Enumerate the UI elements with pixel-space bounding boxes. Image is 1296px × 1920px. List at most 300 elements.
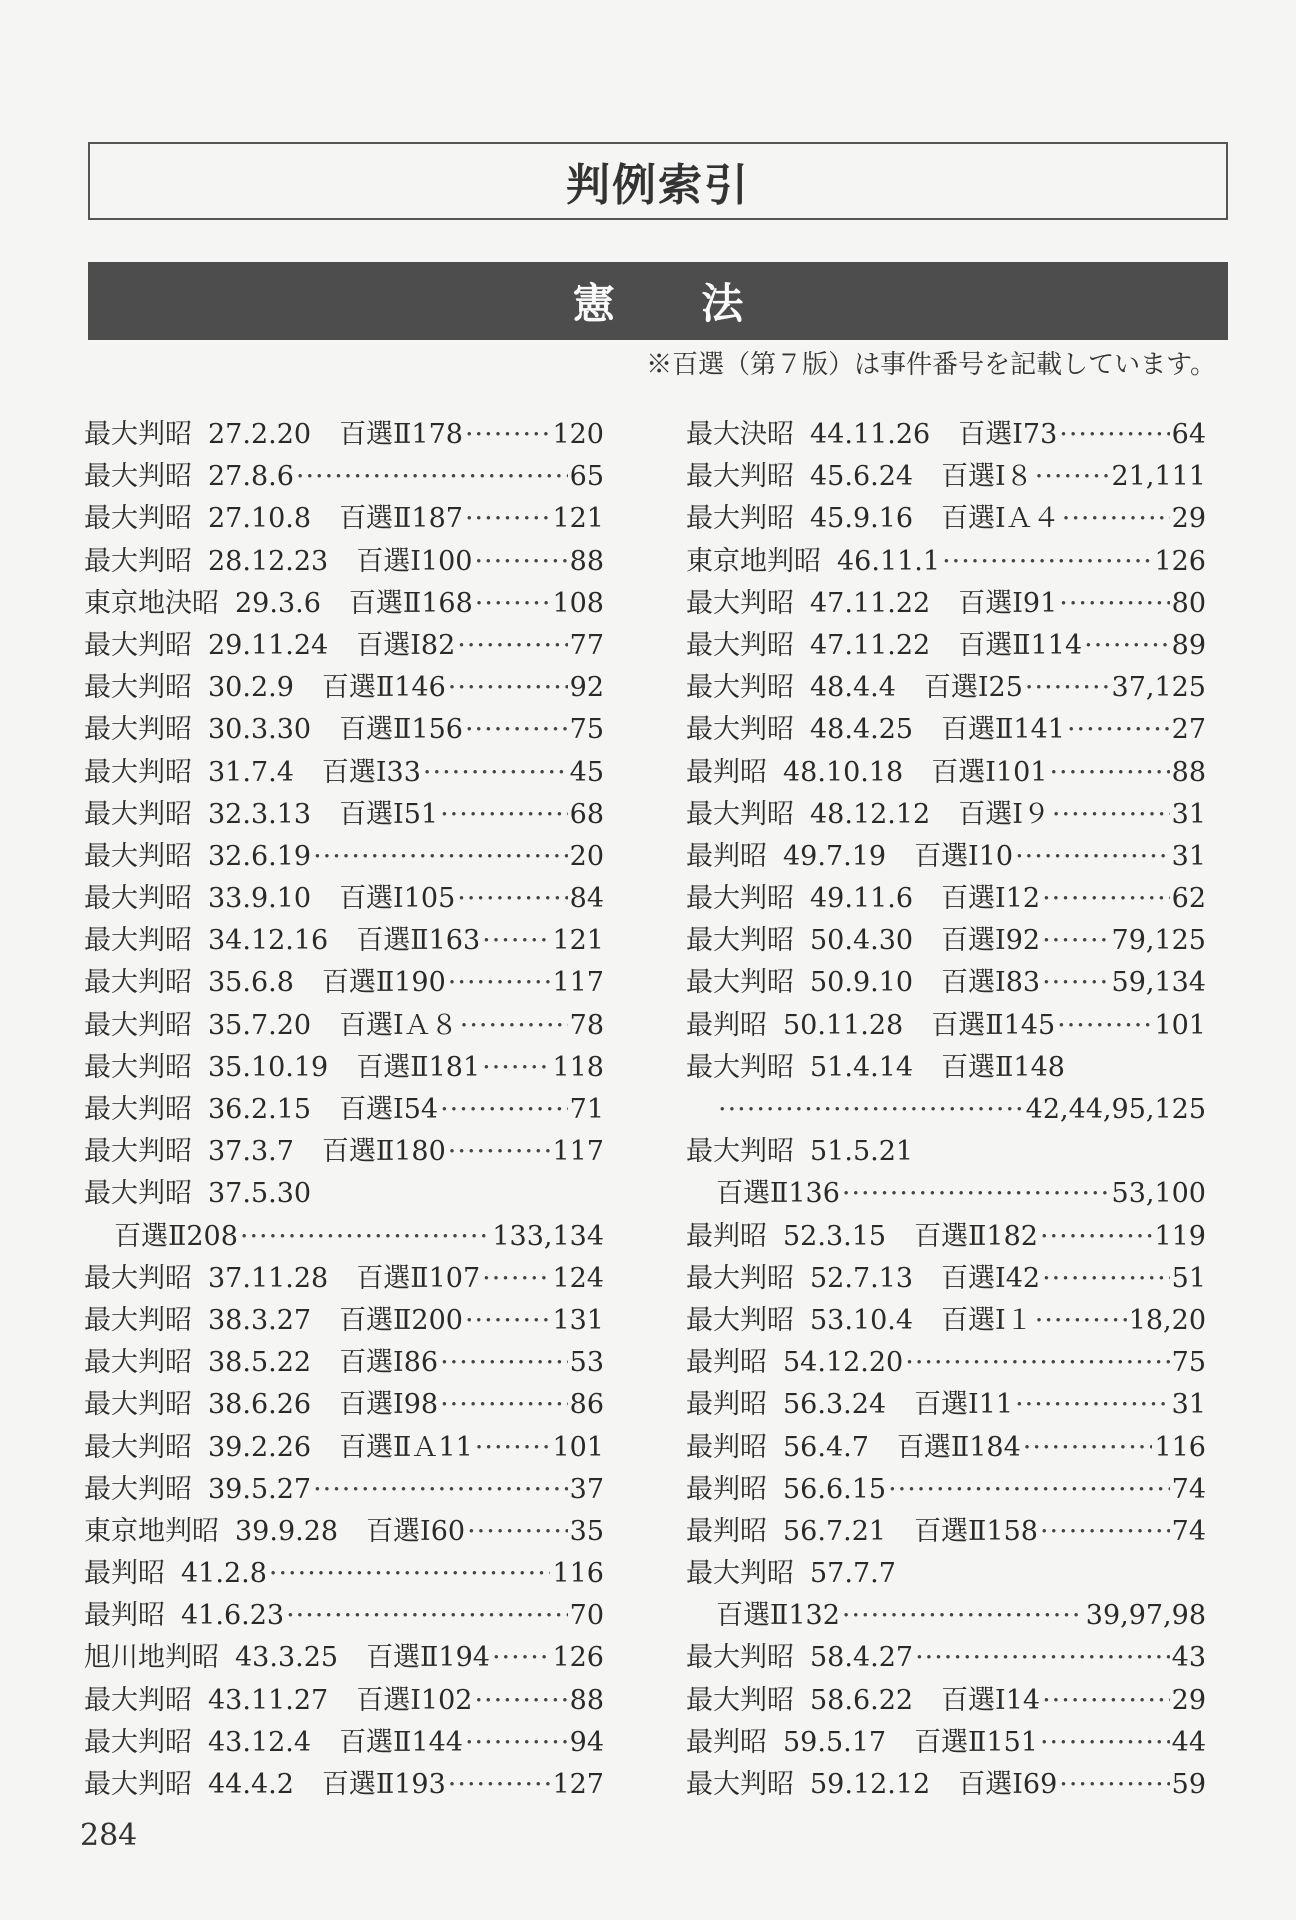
case-reference: 百選Ⅱ145 (931, 1009, 1056, 1041)
leader-dots (286, 1595, 568, 1637)
case-entry (686, 583, 1206, 625)
case-page-ref: 37,125 (1111, 672, 1206, 704)
case-court: 最大判昭 (686, 883, 794, 915)
case-reference: 百選Ⅱ181 (356, 1051, 481, 1083)
leader-dots (465, 709, 568, 751)
case-court: 最大判昭 (686, 1136, 794, 1168)
leader-dots (1059, 1764, 1169, 1806)
case-court: 最判昭 (84, 1600, 165, 1632)
case-entry (84, 414, 604, 456)
case-date: 51.4.14 (810, 1051, 914, 1083)
case-index-left-column (84, 414, 604, 1806)
case-entry (686, 667, 1206, 709)
case-entry (84, 878, 604, 920)
case-court: 最大判昭 (84, 798, 192, 830)
case-reference: 百選Ⅰ98 (339, 1389, 439, 1421)
case-entry (686, 709, 1206, 751)
leader-dots (1015, 836, 1170, 878)
leader-dots (448, 962, 551, 1004)
case-court: 最大判昭 (84, 1051, 192, 1083)
case-date: 56.3.24 (783, 1389, 887, 1421)
case-page-ref: 101 (1154, 1009, 1206, 1041)
case-date: 41.6.23 (181, 1600, 285, 1632)
case-entry (686, 1722, 1206, 1764)
case-page-ref: 116 (552, 1558, 604, 1590)
case-entry (686, 1764, 1206, 1806)
case-court: 最判昭 (686, 1220, 767, 1252)
case-reference: 百選Ⅱ158 (914, 1515, 1038, 1547)
leader-dots (1062, 498, 1170, 540)
case-date: 30.2.9 (208, 672, 294, 704)
case-date: 27.10.8 (208, 503, 312, 535)
case-entry (84, 1553, 604, 1595)
case-page-ref: 21,111 (1111, 461, 1206, 493)
case-reference: 百選Ⅱ163 (356, 925, 481, 957)
case-date: 39.9.28 (235, 1515, 339, 1547)
case-entry (686, 1258, 1206, 1300)
case-entry (686, 962, 1206, 1004)
case-court: 最判昭 (686, 756, 767, 788)
case-court: 最大判昭 (84, 503, 192, 535)
case-date: 41.2.8 (181, 1558, 267, 1590)
case-page-ref: 51 (1171, 1262, 1206, 1294)
case-date: 48.4.4 (810, 672, 896, 704)
case-court: 最大判昭 (84, 1304, 192, 1336)
case-page-ref: 29 (1171, 503, 1206, 535)
case-reference: 百選Ⅰ105 (339, 883, 456, 915)
case-page-ref: 88 (1171, 756, 1206, 788)
case-entry (84, 794, 604, 836)
case-page-ref: 89 (1171, 629, 1206, 661)
case-entry (84, 1131, 604, 1173)
case-page-ref: 29 (1171, 1684, 1206, 1716)
case-date: 32.3.13 (208, 798, 312, 830)
case-entry (84, 1427, 604, 1469)
leader-dots (1059, 583, 1169, 625)
case-date: 57.7.7 (810, 1558, 896, 1590)
case-reference: 百選Ⅰ９ (958, 798, 1050, 830)
leader-dots (475, 583, 551, 625)
case-court: 最大判昭 (84, 1136, 192, 1168)
leader-dots (465, 414, 551, 456)
case-court: 最大判昭 (84, 1009, 192, 1041)
case-court: 最大判昭 (84, 1769, 192, 1800)
case-reference: 百選Ⅰ60 (366, 1515, 466, 1547)
case-court: 最大判昭 (84, 1726, 192, 1758)
case-entry (84, 1384, 604, 1426)
case-entry (84, 1637, 604, 1679)
leader-dots (440, 794, 568, 836)
leader-dots (482, 920, 550, 962)
case-entry (84, 1722, 604, 1764)
leader-dots (465, 1722, 568, 1764)
case-page-ref: 43 (1171, 1642, 1206, 1674)
case-entry (686, 1469, 1206, 1511)
case-page-ref: 117 (552, 1136, 604, 1168)
case-date: 44.4.2 (208, 1769, 294, 1800)
case-entry (686, 541, 1206, 583)
case-date: 51.5.21 (810, 1136, 914, 1168)
case-court: 最判昭 (686, 1347, 767, 1379)
case-entry (686, 1595, 1206, 1637)
case-reference: 百選Ⅱ180 (321, 1136, 446, 1168)
leader-dots (492, 1637, 551, 1679)
leader-dots (1025, 667, 1110, 709)
case-reference: 百選Ⅰ51 (339, 798, 439, 830)
case-reference: 百選Ⅰ91 (958, 587, 1058, 619)
case-reference: 百選Ⅱ144 (339, 1726, 463, 1758)
case-entry (686, 1089, 1206, 1131)
case-page-ref: 127 (552, 1769, 604, 1800)
case-court: 最大判昭 (686, 1304, 794, 1336)
case-court: 東京地判昭 (84, 1515, 219, 1547)
case-page-ref: 108 (552, 587, 604, 619)
case-entry (84, 1216, 604, 1258)
case-reference: 百選Ⅱ148 (941, 1051, 1065, 1083)
case-court: 最判昭 (686, 1515, 767, 1547)
case-date: 52.7.13 (810, 1262, 914, 1294)
case-date: 29.3.6 (235, 587, 321, 619)
case-reference: 百選Ⅰ83 (941, 967, 1041, 999)
case-page-ref: 121 (552, 925, 604, 957)
case-court: 最大判昭 (686, 629, 794, 661)
case-page-ref: 79,125 (1111, 925, 1206, 957)
case-date: 43.3.25 (235, 1642, 339, 1674)
leader-dots (942, 541, 1152, 583)
case-reference: 百選Ⅰ92 (941, 925, 1041, 957)
case-reference: 百選ⅠＡ８ (339, 1009, 458, 1041)
case-date: 46.11.1 (837, 545, 941, 577)
case-date: 50.9.10 (810, 967, 914, 999)
case-page-ref: 116 (1154, 1431, 1206, 1463)
case-date: 56.6.15 (783, 1473, 887, 1505)
case-court: 最大判昭 (686, 1262, 794, 1294)
case-date: 39.2.26 (208, 1431, 312, 1463)
case-reference: 百選Ⅰ25 (923, 672, 1023, 704)
case-entry (686, 456, 1206, 498)
case-court: 最大判昭 (84, 1178, 192, 1210)
case-court: 最判昭 (686, 840, 767, 872)
case-court: 最大判昭 (686, 503, 794, 535)
case-page-ref: 42,44,95,125 (1025, 1094, 1206, 1125)
case-page-ref: 118 (552, 1051, 604, 1083)
case-reference: 百選Ⅱ136 (716, 1178, 840, 1210)
case-court: 最大判昭 (686, 1051, 794, 1083)
case-page-ref: 64 (1171, 419, 1206, 450)
case-entry (686, 920, 1206, 962)
case-court: 最大判昭 (84, 1473, 192, 1505)
case-date: 49.11.6 (810, 883, 914, 915)
case-reference: 百選Ⅱ193 (321, 1769, 446, 1800)
case-reference: 百選Ⅰ33 (321, 756, 421, 788)
case-court: 最判昭 (84, 1558, 165, 1590)
case-page-ref: 27 (1171, 714, 1206, 746)
case-date: 52.3.15 (783, 1220, 887, 1252)
case-entry (84, 836, 604, 878)
case-page-ref: 74 (1171, 1473, 1206, 1505)
case-date: 56.4.7 (783, 1431, 869, 1463)
leader-dots (269, 1553, 551, 1595)
leader-dots (440, 1089, 568, 1131)
case-date: 31.7.4 (208, 756, 294, 788)
case-entry (84, 667, 604, 709)
case-court: 最大判昭 (686, 672, 794, 704)
case-court: 最判昭 (686, 1431, 767, 1463)
case-page-ref: 80 (1171, 587, 1206, 619)
case-page-ref: 71 (569, 1094, 604, 1125)
case-entry (686, 1216, 1206, 1258)
case-reference: 百選Ⅱ182 (914, 1220, 1038, 1252)
leader-dots (296, 456, 568, 498)
case-page-ref: 117 (552, 967, 604, 999)
case-page-ref: 68 (569, 798, 604, 830)
case-reference: 百選Ⅰ42 (941, 1262, 1041, 1294)
case-reference: 百選Ⅱ200 (339, 1304, 463, 1336)
case-page-ref: 59 (1171, 1769, 1206, 1800)
case-court: 最大判昭 (84, 419, 192, 450)
case-date: 47.11.22 (810, 587, 931, 619)
leader-dots (482, 1258, 550, 1300)
case-page-ref: 86 (569, 1389, 604, 1421)
case-entry (84, 752, 604, 794)
case-entry (686, 1005, 1206, 1047)
case-entry (84, 1300, 604, 1342)
case-reference: 百選Ⅱ178 (339, 419, 463, 450)
case-entry (84, 1764, 604, 1806)
case-date: 30.3.30 (208, 714, 312, 746)
case-reference: 百選Ⅰ８ (941, 461, 1033, 493)
case-page-ref: 59,134 (1111, 967, 1206, 999)
case-page-ref: 31 (1171, 1389, 1206, 1421)
case-court: 最大判昭 (84, 1389, 192, 1421)
case-entry (686, 1131, 1206, 1173)
case-date: 59.5.17 (783, 1726, 887, 1758)
leader-dots (1049, 752, 1169, 794)
leader-dots (465, 498, 551, 540)
case-reference: 百選Ⅱ107 (356, 1262, 481, 1294)
leader-dots (915, 1637, 1170, 1679)
case-page-ref: 31 (1171, 840, 1206, 872)
case-court: 最大判昭 (84, 756, 192, 788)
case-date: 32.6.19 (208, 840, 312, 872)
case-page-ref: 126 (552, 1642, 604, 1674)
case-court: 最大判昭 (84, 672, 192, 704)
case-reference: 百選Ⅰ102 (356, 1684, 473, 1716)
case-court: 最大判昭 (84, 840, 192, 872)
leader-dots (842, 1595, 1084, 1637)
case-reference: 百選Ⅰ73 (958, 419, 1058, 450)
case-entry (686, 1173, 1206, 1215)
case-page-ref: 120 (552, 419, 604, 450)
case-court: 最大判昭 (686, 461, 794, 493)
case-court: 最大判昭 (84, 714, 192, 746)
case-reference: 百選Ⅱ146 (321, 672, 446, 704)
leader-dots (1040, 1511, 1170, 1553)
case-entry (84, 1342, 604, 1384)
case-entry (84, 1089, 604, 1131)
case-entry (686, 1553, 1206, 1595)
case-court: 最大判昭 (84, 967, 192, 999)
case-entry (84, 1511, 604, 1553)
leader-dots (1040, 1216, 1153, 1258)
case-reference: 百選Ⅰ10 (914, 840, 1014, 872)
case-page-ref: 88 (569, 545, 604, 577)
leader-dots (1042, 920, 1109, 962)
case-entry (84, 920, 604, 962)
case-court: 最大判昭 (686, 1642, 794, 1674)
leader-dots (448, 1131, 551, 1173)
case-entry (84, 498, 604, 540)
case-date: 27.8.6 (208, 461, 294, 493)
case-date: 45.6.24 (810, 461, 914, 493)
leader-dots (1052, 794, 1170, 836)
case-date: 44.11.26 (810, 419, 931, 450)
case-court: 最大判昭 (686, 587, 794, 619)
case-entry (84, 1173, 604, 1215)
leader-dots (448, 667, 568, 709)
case-reference: 百選Ⅰ12 (941, 883, 1041, 915)
leader-dots (1040, 1722, 1170, 1764)
case-entry (84, 1047, 604, 1089)
case-court: 最大判昭 (84, 629, 192, 661)
leader-dots (842, 1173, 1110, 1215)
case-court: 最大判昭 (84, 461, 192, 493)
case-entry (686, 1384, 1206, 1426)
leader-dots (1042, 1680, 1170, 1722)
case-page-ref: 88 (569, 1684, 604, 1716)
case-reference: 百選Ⅱ184 (896, 1431, 1021, 1463)
case-page-ref: 124 (552, 1262, 604, 1294)
leader-dots (1035, 456, 1110, 498)
case-entry (84, 1595, 604, 1637)
case-court: 最判昭 (686, 1726, 767, 1758)
case-page-ref: 84 (569, 883, 604, 915)
case-date: 45.9.16 (810, 503, 914, 535)
case-page-ref: 121 (552, 503, 604, 535)
case-date: 48.10.18 (783, 756, 904, 788)
case-page-ref: 62 (1171, 883, 1206, 915)
case-court: 最大判昭 (84, 925, 192, 957)
case-reference: 百選Ⅱ208 (114, 1220, 238, 1252)
case-entry (84, 456, 604, 498)
case-reference: 百選Ⅰ69 (958, 1769, 1058, 1800)
case-date: 38.3.27 (208, 1304, 312, 1336)
case-date: 47.11.22 (810, 629, 931, 661)
case-date: 34.12.16 (208, 925, 329, 957)
case-date: 38.5.22 (208, 1347, 312, 1379)
case-entry (686, 794, 1206, 836)
case-page-ref: 37 (569, 1473, 604, 1505)
leader-dots (423, 752, 568, 794)
case-date: 37.11.28 (208, 1262, 329, 1294)
leader-dots (1042, 1258, 1170, 1300)
leader-dots (313, 1469, 568, 1511)
case-entry (84, 709, 604, 751)
leader-dots (718, 1089, 1024, 1131)
leader-dots (460, 1005, 568, 1047)
case-page-ref: 18,20 (1128, 1304, 1206, 1336)
case-reference: 百選Ⅱ187 (339, 503, 463, 535)
case-page-ref: 70 (569, 1600, 604, 1632)
case-entry (84, 1680, 604, 1722)
case-reference: 百選Ⅱ190 (321, 967, 446, 999)
case-date: 48.12.12 (810, 798, 931, 830)
case-date: 29.11.24 (208, 629, 329, 661)
case-entry (84, 1005, 604, 1047)
leader-dots (1023, 1427, 1153, 1469)
case-court: 旭川地判昭 (84, 1642, 219, 1674)
case-index-right-column (686, 414, 1206, 1806)
case-court: 最大判昭 (84, 1094, 192, 1125)
case-court: 最大判昭 (686, 925, 794, 957)
case-court: 最大判昭 (686, 1558, 794, 1590)
case-date: 49.7.19 (783, 840, 887, 872)
leader-dots (474, 541, 567, 583)
case-reference: 百選Ⅰ11 (914, 1389, 1014, 1421)
leader-dots (1035, 1300, 1127, 1342)
case-page-ref: 119 (1154, 1220, 1206, 1252)
case-date: 36.2.15 (208, 1094, 312, 1125)
leader-dots (440, 1384, 568, 1426)
leader-dots (313, 836, 568, 878)
case-court: 最判昭 (686, 1009, 767, 1041)
case-date: 39.5.27 (208, 1473, 312, 1505)
case-page-ref: 45 (569, 756, 604, 788)
case-court: 東京地判昭 (686, 545, 821, 577)
case-page-ref: 131 (552, 1304, 604, 1336)
leader-dots (475, 1427, 551, 1469)
case-court: 最大判昭 (84, 1347, 192, 1379)
leader-dots (465, 1300, 551, 1342)
leader-dots (440, 1342, 568, 1384)
leader-dots (1067, 709, 1170, 751)
case-reference: 百選Ⅱ114 (958, 629, 1083, 661)
case-page-ref: 75 (569, 714, 604, 746)
case-page-ref: 20 (569, 840, 604, 872)
case-entry (686, 1427, 1206, 1469)
case-page-ref: 75 (1171, 1347, 1206, 1379)
leader-dots (888, 1469, 1170, 1511)
case-date: 38.6.26 (208, 1389, 312, 1421)
case-date: 35.7.20 (208, 1009, 312, 1041)
case-date: 58.4.27 (810, 1642, 914, 1674)
case-court: 東京地決昭 (84, 587, 219, 619)
case-reference: 百選ⅠＡ４ (941, 503, 1060, 535)
leader-dots (1042, 878, 1170, 920)
case-court: 最大判昭 (686, 1684, 794, 1716)
index-title: 判例索引 (88, 142, 1228, 220)
case-court: 最大判昭 (84, 883, 192, 915)
case-page-ref: 101 (552, 1431, 604, 1463)
case-reference: 百選Ⅱ132 (716, 1600, 840, 1632)
case-court: 最判昭 (686, 1473, 767, 1505)
case-entry (686, 1637, 1206, 1679)
case-reference: 百選Ⅱ141 (941, 714, 1065, 746)
case-entry (686, 1047, 1206, 1089)
case-page-ref: 44 (1171, 1726, 1206, 1758)
case-reference: 百選ⅡＡ11 (339, 1431, 473, 1463)
case-entry (686, 1300, 1206, 1342)
case-date: 59.12.12 (810, 1769, 931, 1800)
case-date: 50.11.28 (783, 1009, 904, 1041)
case-reference: 百選Ⅰ100 (356, 545, 473, 577)
case-page-ref: 65 (569, 461, 604, 493)
case-court: 最大判昭 (84, 1431, 192, 1463)
case-page-ref: 53 (569, 1347, 604, 1379)
case-date: 48.4.25 (810, 714, 914, 746)
case-date: 50.4.30 (810, 925, 914, 957)
case-entry (686, 836, 1206, 878)
